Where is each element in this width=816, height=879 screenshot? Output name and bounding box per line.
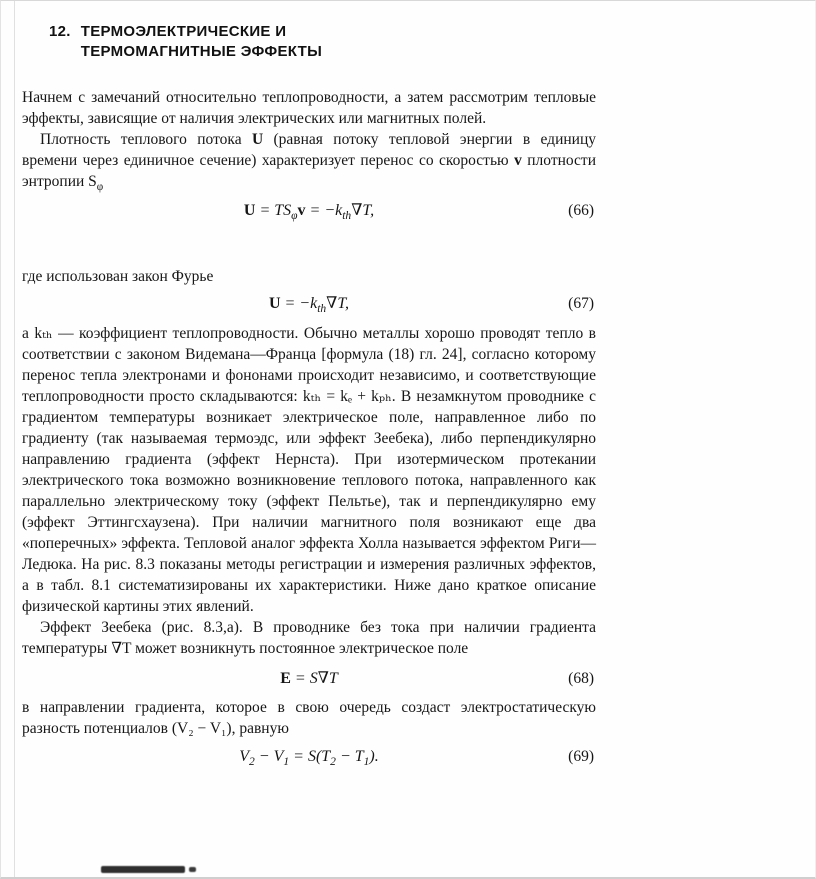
equation-69-text: ). bbox=[369, 748, 379, 765]
section-title-line-2: ТЕРМОМАГНИТНЫЕ ЭФФЕКТЫ bbox=[80, 43, 323, 60]
scan-artifact-bar bbox=[101, 866, 185, 873]
equation-66-vector-v: v bbox=[297, 202, 306, 219]
equation-67-text: = −k bbox=[280, 295, 318, 312]
paragraph-potential-difference: в направлении градиента, которое в свою очередь создаст электростатическую разность потенциалов (V₂ − V₁), равную bbox=[22, 699, 596, 737]
equation-66-vector-u: U bbox=[243, 202, 256, 219]
equation-69-body bbox=[239, 748, 379, 769]
equation-66-text: = −k bbox=[305, 202, 343, 219]
equation-66-sub-phi: φ bbox=[291, 210, 298, 223]
vector-v-symbol: v bbox=[514, 152, 522, 169]
scan-edge-shadow bbox=[14, 1, 15, 877]
paragraph-heat-flux-text: Плотность теплового потока bbox=[40, 131, 252, 148]
equation-69-sub-2: 2 bbox=[330, 756, 336, 769]
vector-u-symbol: U bbox=[251, 131, 264, 148]
paragraph-effects-overview: а kₜₕ — коэффициент теплопроводности. Обычно металлы хорошо проводят тепло в соответствии с законом Видемана—Франца [формула (18) гл. 24], согласно которому перенос тепла электронами и фононами происходит независимо, и соответствующие теплопроводности просто складываются: kₜₕ = kₑ + kₚₕ. В незамкнутом проводнике с градиентом температуры возникает электрическое поле, направленное либо по градиенту (так называемая термоэдс, или эффект Зеебека), либо перпендикулярно направлению градиента (эффект Нернста). При изотермическом протекании электрического тока возможно возникновение теплового потока, направленного как параллельно электрическому току (эффект Пельтье), так и перпендикулярно ему (эффект Эттингсхаузена). При наличии магнитного поля возникают еще два «поперечных» эффекта. Тепловой аналог эффекта Холла называется эффектом Риги—Ледюка. На рис. 8.3 показаны методы регистрации и измерения различных эффектов, а в табл. 8.1 систематизированы их характеристики. Ниже дано краткое описание физической картины этих явлений. bbox=[22, 325, 596, 615]
equation-67-number: (67) bbox=[568, 295, 594, 312]
paragraph-heat-flux-text: плотности энтропии S bbox=[22, 152, 596, 190]
equation-69-text: V bbox=[239, 748, 250, 765]
paragraph-seebeck-effect: Эффект Зеебека (рис. 8.3,а). В проводнике без тока при наличии градиента температуры ∇T может возникнуть постоянное электрическое поле bbox=[22, 619, 596, 657]
scan-artifact-dot bbox=[189, 867, 196, 872]
equation-66 bbox=[22, 200, 596, 222]
equation-69-text: − T bbox=[335, 748, 364, 765]
equation-66-number: (66) bbox=[568, 202, 594, 219]
section-number: 12. bbox=[49, 23, 71, 40]
section-heading bbox=[49, 22, 596, 62]
equation-67 bbox=[22, 293, 596, 315]
equation-66-text: = TS bbox=[255, 202, 292, 219]
equation-69-sub-1: 1 bbox=[283, 756, 290, 769]
equation-69-number: (69) bbox=[568, 748, 594, 765]
text-column bbox=[22, 1, 596, 768]
equation-69-text: − V bbox=[254, 748, 284, 765]
section-title-line-1: ТЕРМОЭЛЕКТРИЧЕСКИЕ И bbox=[80, 23, 287, 40]
paragraph-fourier-law: где использован закон Фурье bbox=[22, 268, 214, 285]
equation-67-body bbox=[268, 295, 350, 316]
equation-68 bbox=[22, 668, 596, 690]
equation-66-sub-th: th bbox=[342, 210, 352, 223]
equation-69 bbox=[22, 746, 596, 768]
equation-66-text: ∇T, bbox=[351, 202, 375, 219]
equation-67-text: ∇T, bbox=[326, 295, 350, 312]
paragraph-intro: Начнем с замечаний относительно теплопроводности, а затем рассмотрим тепловые эффекты, зависящие от наличия электрических или магнитных полей. bbox=[22, 89, 596, 127]
equation-69-sub-2: 2 bbox=[249, 756, 255, 769]
equation-69-text: = S(T bbox=[289, 748, 331, 765]
equation-67-vector-u: U bbox=[268, 295, 281, 312]
equation-68-vector-e: E bbox=[280, 670, 291, 687]
equation-69-sub-1: 1 bbox=[363, 756, 370, 769]
equation-68-body bbox=[280, 670, 338, 687]
equation-68-text: = S∇T bbox=[290, 670, 338, 687]
paragraph-heat-flux bbox=[22, 129, 596, 192]
equation-67-sub-th: th bbox=[317, 303, 327, 316]
equation-68-number: (68) bbox=[568, 670, 594, 687]
entropy-subscript: φ bbox=[96, 181, 104, 194]
equation-66-body bbox=[243, 202, 375, 223]
paragraph-heat-flux-text: (равная потоку тепловой энергии в единицу времени через единичное сечение) характеризует перенос со скоростью bbox=[22, 131, 596, 169]
section-title bbox=[81, 22, 322, 62]
